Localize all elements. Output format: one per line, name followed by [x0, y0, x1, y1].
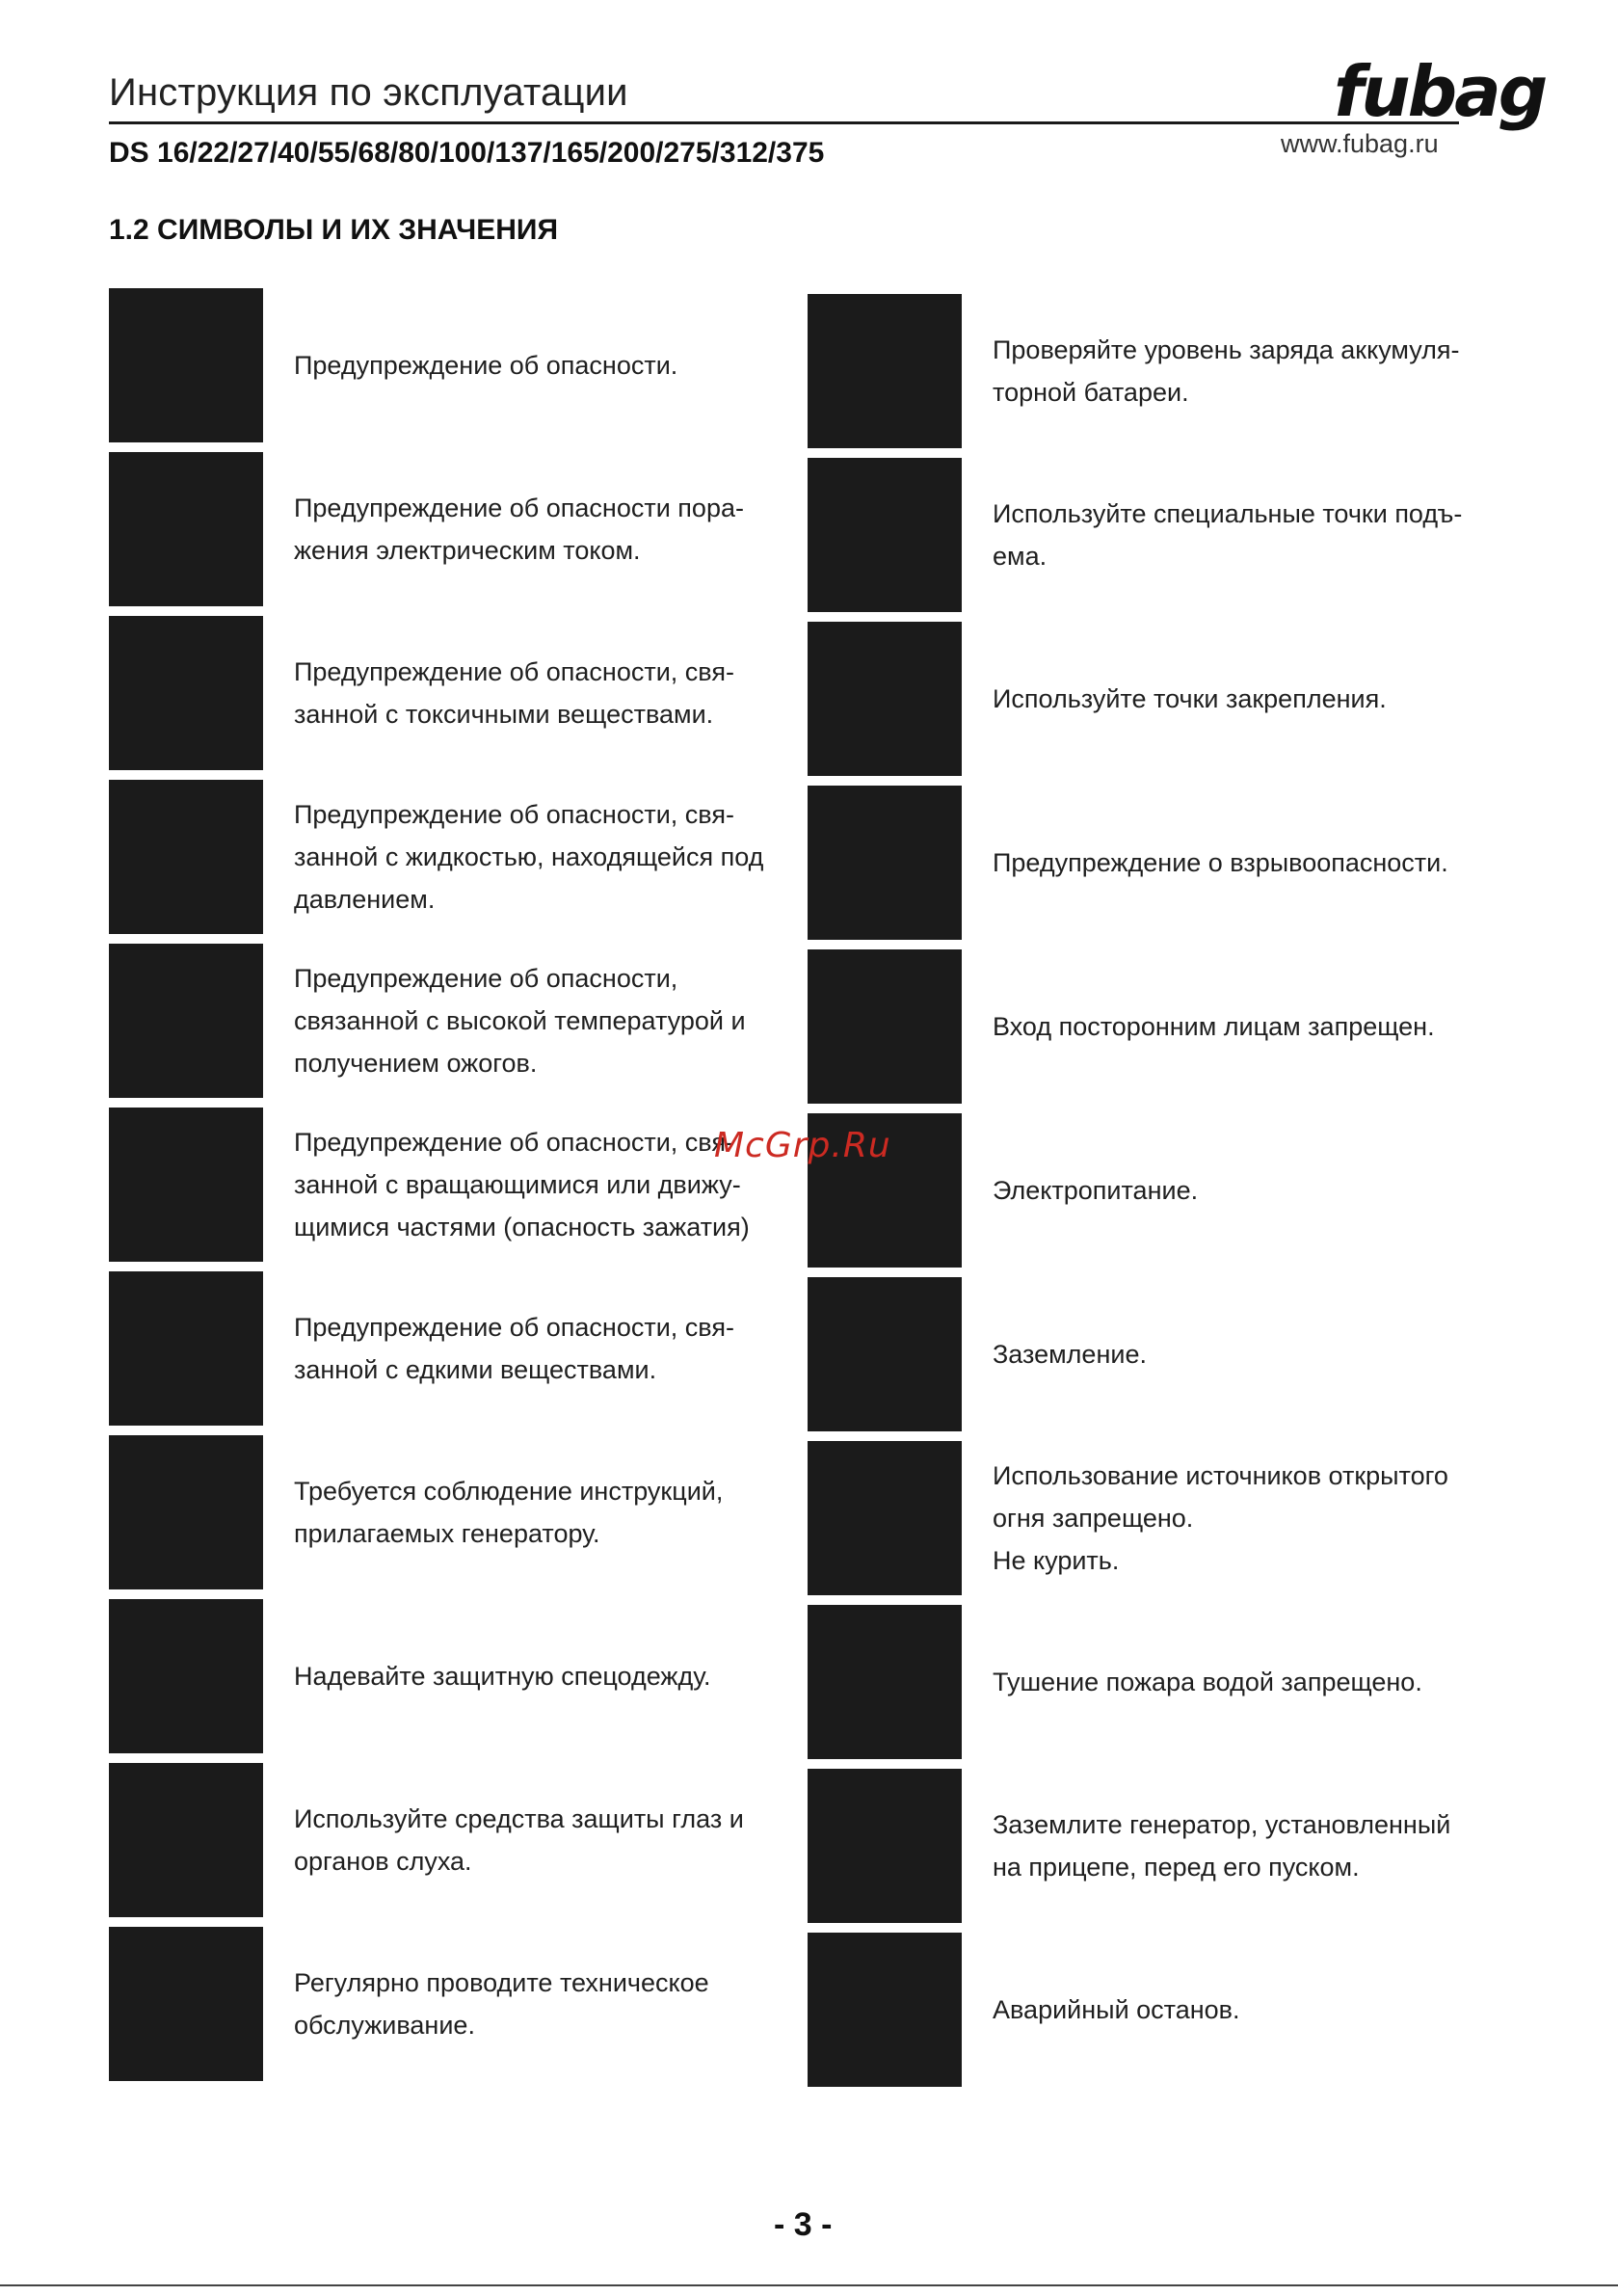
symbol-icon	[808, 1441, 962, 1595]
symbol-icon	[109, 1599, 263, 1753]
symbol-description-line: Предупреждение об опасности, свя-	[294, 1128, 734, 1157]
symbol-description	[993, 1169, 1513, 1212]
symbol-icon	[109, 944, 263, 1098]
symbol-description-line: обслуживание.	[294, 2011, 475, 2040]
symbol-description-line: Предупреждение об опасности пора-	[294, 494, 744, 522]
symbol-description	[993, 678, 1513, 720]
symbol-description	[993, 1333, 1513, 1375]
symbol-description	[993, 841, 1513, 884]
symbol-description-line: Предупреждение об опасности.	[294, 351, 678, 380]
symbol-description	[993, 493, 1513, 577]
symbol-description-line: Заземление.	[993, 1340, 1147, 1369]
symbol-icon	[109, 288, 263, 442]
symbol-description-line: органов слуха.	[294, 1847, 472, 1876]
symbol-description	[294, 1962, 814, 2046]
symbol-description	[294, 1470, 814, 1555]
symbol-description-line: Вход посторонним лицам запрещен.	[993, 1012, 1435, 1041]
website-url: www.fubag.ru	[1281, 129, 1439, 158]
header-divider	[109, 121, 1459, 124]
symbol-description	[993, 1455, 1513, 1582]
bottom-divider	[0, 2284, 1618, 2286]
symbol-icon	[109, 1108, 263, 1262]
symbol-icon	[808, 294, 962, 448]
symbol-icon	[808, 786, 962, 940]
symbol-icon	[109, 452, 263, 606]
symbol-description	[993, 1803, 1513, 1888]
symbol-icon	[808, 458, 962, 612]
model-list: DS 16/22/27/40/55/68/80/100/137/165/200/275/312/375	[109, 137, 825, 169]
symbol-description-line: занной с вращающимися или движу-	[294, 1170, 741, 1199]
symbol-description	[993, 329, 1513, 414]
symbol-description-line: ема.	[993, 542, 1048, 571]
symbol-description	[993, 1005, 1513, 1048]
symbol-icon	[808, 1277, 962, 1431]
symbol-description-line: Использование источников открытого	[993, 1461, 1448, 1490]
symbol-description-line: занной с токсичными веществами.	[294, 700, 714, 729]
symbol-description	[993, 1989, 1513, 2031]
symbol-description-line: Аварийный останов.	[993, 1995, 1240, 2024]
watermark: McGrp.Ru	[714, 1126, 891, 1165]
symbol-description-line: Предупреждение об опасности, свя-	[294, 1313, 734, 1342]
symbol-description-line: связанной с высокой температурой и	[294, 1006, 746, 1035]
symbol-description	[993, 1661, 1513, 1703]
symbol-description	[294, 1798, 814, 1882]
symbol-description	[294, 793, 814, 921]
symbol-description-line: Не курить.	[993, 1546, 1120, 1575]
symbol-description-line: получением ожогов.	[294, 1049, 538, 1078]
symbol-description-line: жения электрическим током.	[294, 536, 641, 565]
symbol-description-line: щимися частями (опасность зажатия)	[294, 1213, 750, 1241]
fubag-logo	[1332, 42, 1546, 135]
symbol-description-line: торной батареи.	[993, 378, 1189, 407]
symbol-description	[294, 957, 814, 1084]
symbol-description	[294, 487, 814, 572]
symbol-description-line: Заземлите генератор, установленный	[993, 1810, 1451, 1839]
symbol-icon	[808, 1769, 962, 1923]
symbol-description-line: занной с едкими веществами.	[294, 1355, 657, 1384]
symbol-description-line: огня запрещено.	[993, 1504, 1194, 1533]
symbol-icon	[109, 1927, 263, 2081]
symbol-description-line: Тушение пожара водой запрещено.	[993, 1668, 1422, 1696]
document-title: Инструкция по эксплуатации	[109, 71, 628, 114]
symbol-description	[294, 344, 814, 387]
symbol-description-line: прилагаемых генератору.	[294, 1519, 600, 1548]
symbol-description-line: Требуется соблюдение инструкций,	[294, 1477, 724, 1506]
symbol-icon	[808, 949, 962, 1104]
symbol-icon	[109, 1435, 263, 1589]
symbol-description	[294, 1306, 814, 1391]
symbol-description-line: Электропитание.	[993, 1176, 1199, 1205]
symbol-description-line: на прицепе, перед его пуском.	[993, 1853, 1360, 1882]
symbol-icon	[808, 1605, 962, 1759]
symbol-icon	[109, 1763, 263, 1917]
symbol-description-line: давлением.	[294, 885, 436, 914]
symbol-description-line: Используйте специальные точки подъ-	[993, 499, 1463, 528]
page-number: - 3 -	[774, 2206, 833, 2243]
symbol-description-line: Используйте точки закрепления.	[993, 684, 1387, 713]
symbol-description-line: Предупреждение о взрывоопасности.	[993, 848, 1448, 877]
symbol-description-line: Надевайте защитную спецодежду.	[294, 1662, 711, 1691]
symbol-description-line: Используйте средства защиты глаз и	[294, 1804, 744, 1833]
section-heading: 1.2 СИМВОЛЫ И ИХ ЗНАЧЕНИЯ	[109, 214, 559, 246]
symbol-icon	[808, 1933, 962, 2087]
symbol-icon	[109, 1271, 263, 1426]
symbol-description-line: Предупреждение об опасности,	[294, 964, 678, 993]
symbol-description-line: Предупреждение об опасности, свя-	[294, 800, 734, 829]
symbol-description	[294, 651, 814, 735]
symbol-icon	[808, 622, 962, 776]
symbol-description-line: занной с жидкостью, находящейся под	[294, 842, 764, 871]
symbol-icon	[109, 616, 263, 770]
symbol-icon	[109, 780, 263, 934]
symbol-description-line: Проверяйте уровень заряда аккумуля-	[993, 335, 1460, 364]
symbol-description	[294, 1655, 814, 1697]
symbol-description-line: Предупреждение об опасности, свя-	[294, 657, 734, 686]
logo-text: fubag	[1334, 51, 1546, 132]
symbol-description-line: Регулярно проводите техническое	[294, 1968, 709, 1997]
